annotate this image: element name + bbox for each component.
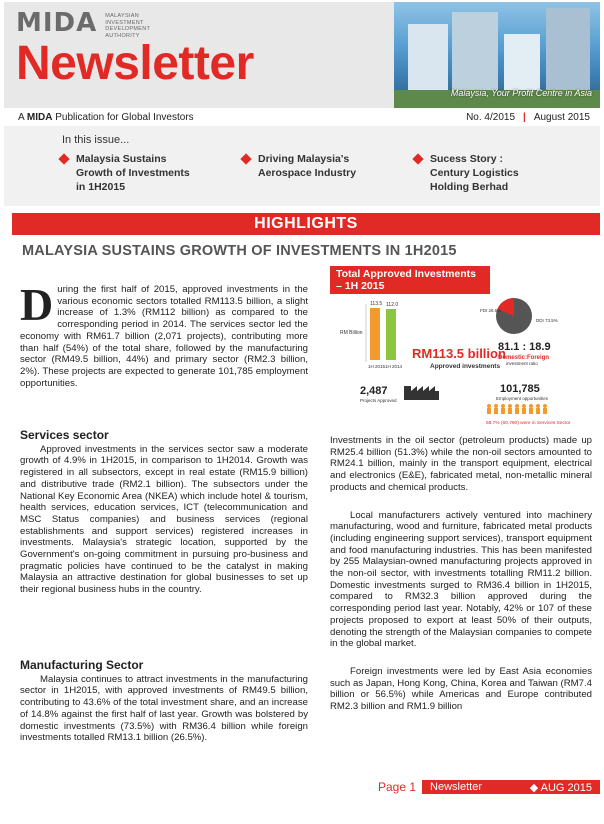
issue-item-investments[interactable]: Malaysia Sustains Growth of Investments in 1H2015 — [76, 152, 190, 194]
pie-label: DDI 73.5% — [536, 318, 558, 323]
pie-label: FDI 26.5% — [480, 308, 502, 313]
people-icon-row — [487, 404, 547, 414]
bar-value-label: 113.5 — [370, 301, 383, 307]
infographic-title: Total Approved Investments – 1H 2015 — [330, 266, 490, 294]
intro-paragraph: D uring the first half of 2015, approved investments in the various economic sectors totalled RM113.5 billion, a slight increase of 1.3% (RM112 billion) as compared to the corresponding period in 2014. The services sector led the economy with RM61.7 billion (2,071 projects), contributing more than half (54%) of the total share, followed by the manufacturing sector (RM49.5 billion, 44%) and primary sector (RM2.3 billion, 2%). These projects are expected to generate 101,785 employment opportunities. — [20, 279, 308, 389]
manufacturing-section — [20, 660, 308, 744]
projects-caption: Projects Approved — [360, 398, 397, 403]
local-manufacturers-paragraph: Local manufacturers actively ventured into machinery manufacturing, wood and furniture, fabricated metal products (including engineering support services), transport equipment and food manufacturing industries. This has been manifested by 255 Malaysian-owned manufacturing projects approved in the non-oil sector, with investments totalling RM11.2 billion. Domestic investments surged to RM36.4 billion in 1H2015, compared to RM32.3 billion approved during the corresponding period last year. Notably, 42% or 107 of these projects proposed to export at least 50% of their outputs, denoting the strength of the Malaysian companies to compete in the global market. — [330, 509, 592, 650]
manufacturing-text: Malaysia continues to attract investments in the manufacturing sector in 1H2015, with approved investments of RM49.5 billion, contributing to 43.6% of the total investment share, and an increase of 14.8% against the first half of last year. Growth was bolstered by domestic investments (73.5%) with RM36.4 billion while foreign investments totalled RM13.1 billion (26.5%). — [20, 673, 308, 744]
masthead — [4, 2, 600, 108]
right-column — [330, 435, 592, 713]
ratio-sub: investment ratio — [506, 361, 538, 366]
bar-1h2014 — [386, 309, 396, 360]
page-footer — [364, 780, 600, 794]
page-number: Page 1 — [378, 780, 417, 794]
footer-newsletter: Newsletter — [430, 781, 483, 793]
bar-axis-label: RM Billion — [340, 330, 363, 336]
jobs-caption: Employment opportunities — [496, 396, 549, 401]
logo-subtitle: MALAYSIAN INVESTMENT DEVELOPMENT AUTHORITY — [105, 13, 151, 39]
services-section — [20, 430, 308, 596]
bar-category-label: 1H 2014 — [385, 364, 403, 369]
bar-value-label: 112.0 — [386, 302, 399, 308]
ratio-value: 81.1 : 18.9 — [498, 341, 551, 353]
jobs-count: 101,785 — [500, 383, 540, 395]
foreign-investments-paragraph: Foreign investments were led by East Asia economies such as Japan, Hong Kong, China, Korea and Taiwan (RM7.4 billion or 56.5%) while Americas and Europe contributed RM2.3 billion and RM1.9 billion — [330, 665, 592, 713]
bar-category-label: 1H 2015 — [368, 364, 386, 369]
photo-caption: Malaysia, Your Profit Centre in Asia — [450, 88, 592, 98]
footer-date: ◆ AUG 2015 — [529, 781, 592, 794]
bar-1h2015 — [370, 308, 380, 360]
issue-item-success-story[interactable]: Sucess Story : Century Logistics Holding Berhad — [430, 152, 519, 194]
infographic-graphics — [330, 266, 598, 434]
ratio-label: Domestic:Foreign — [498, 355, 550, 361]
issue-info: No. 4/2015 | August 2015 — [466, 112, 590, 123]
in-this-issue-label: In this issue... — [62, 134, 130, 146]
services-heading: Services sector — [20, 428, 109, 442]
publication-line: A MIDA Publication for Global Investors — [18, 112, 194, 123]
drop-cap: D — [20, 279, 54, 330]
manufacturing-heading: Manufacturing Sector — [20, 658, 144, 672]
issue-item-aerospace[interactable]: Driving Malaysia's Aerospace Industry — [258, 152, 356, 180]
total-amount: RM113.5 billion — [412, 346, 506, 361]
oil-sector-paragraph: Investments in the oil sector (petroleum products) made up RM25.4 billion (51.3%) while the non-oil sectors amounted to RM24.1 billion, mainly in the transport equipment, electrical and electronics (E&E), fabricated metal, non-metallic mineral products and chemical products. — [330, 435, 592, 493]
services-jobs-caption: 58.7% (60,760) were in Services Sector — [486, 421, 571, 426]
footer-bar — [422, 780, 600, 794]
mida-logo: MIDA — [16, 8, 98, 38]
factory-icon — [404, 386, 439, 400]
article-headline: MALAYSIA SUSTAINS GROWTH OF INVESTMENTS IN 1H2015 — [22, 243, 457, 259]
investment-infographic — [330, 266, 598, 434]
publication-bar — [4, 110, 600, 126]
projects-count: 2,487 — [360, 385, 388, 397]
newsletter-page — [4, 2, 600, 822]
header-photo — [394, 2, 600, 108]
highlights-banner: HIGHLIGHTS — [12, 213, 600, 235]
newsletter-title: Newsletter — [16, 37, 254, 90]
total-caption: Approved investments — [430, 363, 501, 370]
services-text: Approved investments in the services sector saw a moderate growth of 4.9% in 1H2015, in comparison to 1H2014. Growth was registered in all subsectors, except in real estate (RM15.9 billion) and distributive trade (RM2.1 billion). The subsectors under the National Key Economic Area (NKEA) which include hotel & tourism, health services, education services, ICT (telecommunication and MSC Status companies) and business services (regional establishments and support services) registered increases in investments. Malaysia's strategic location, supported by the Government's on-going commitment in pursuing pro-business and pragmatic policies have continued to be the catalyst in making Malaysia an attractive destination for global businesses to set up their regional business hubs in the country. — [20, 443, 308, 596]
